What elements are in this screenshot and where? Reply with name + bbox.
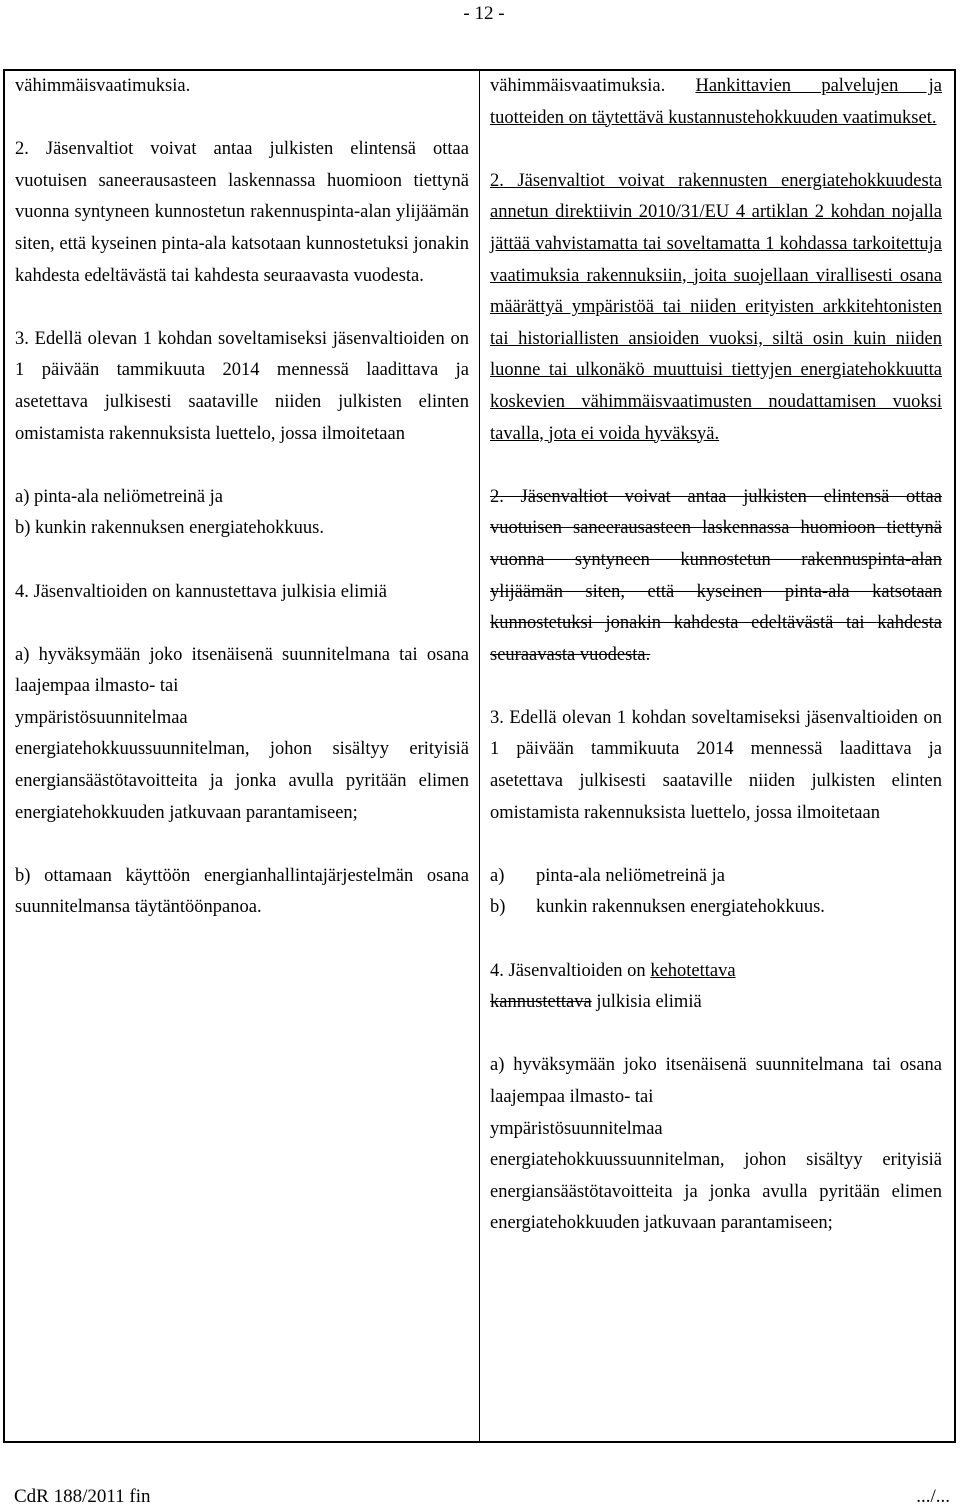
left-paragraph-3: 3. Edellä olevan 1 kohdan soveltamiseksi jäsenvaltioiden on 1 päivään tammikuuta 2014 mennessä laadittava ja asetettava julkisesti saataville niiden julkisten elinten omistamista rakennuksista luettelo, jossa ilmoitetaan	[15, 328, 469, 444]
right-paragraph-1-number: 2.	[490, 170, 504, 191]
left-paragraph-4a-line2: ympäristösuunnitelmaa	[15, 707, 188, 728]
left-paragraph-4a-line1: a) hyväksymään joko itsenäisenä suunnitelmana tai osana laajempaa ilmasto- tai	[15, 644, 469, 697]
right-paragraph-4-added: kehotettava	[650, 960, 736, 981]
right-list	[490, 861, 942, 924]
list-marker: a)	[490, 865, 505, 886]
list-text: pinta-ala neliömetreinä ja	[536, 865, 726, 886]
right-paragraph-4-end: julkisia elimiä	[591, 992, 702, 1013]
list-item	[490, 892, 942, 924]
right-paragraph-4a	[490, 1050, 942, 1240]
right-paragraph-0-added: Hankittavien palvelujen ja tuotteiden on täytettävä kustannustehokkuuden vaatimukset.	[490, 76, 942, 128]
left-column	[15, 71, 469, 924]
comparison-table	[3, 69, 956, 1443]
right-paragraph-0-plain: vähimmäisvaatimuksia.	[490, 76, 696, 96]
continuation-mark: .../...	[916, 1486, 950, 1507]
right-paragraph-1-text: Jäsenvaltiot voivat rakennusten energiatehokkuudesta annetun direktiivin 2010/31/EU 4 artiklan 2 kohdan nojalla jättää vahvistamatta tai soveltamatta 1 kohdassa tarkoitettuja vaatimuksia rakennuksiin, joita suojellaan virallisesti osana määrättyä ympäristöä tai niiden erityisten arkkitehtonisten tai historiallisten ansioiden vuoksi, siltä osin kuin niiden luonne tai ulkonäkö muuttuisi tiettyjen energiatehokkuutta koskevien vähimmäisvaatimusten noudattamisen vuoksi tavalla, jota ei voida hyväksyä.	[490, 170, 942, 444]
right-paragraph-2-deleted: 2. Jäsenvaltiot voivat antaa julkisten elintensä ottaa vuotuisen saneerausasteen laskennassa huomioon tiettynä vuonna syntyneen kunnostetun rakennuspinta-alan ylijäämän siten, että kyseinen pinta-ala katsotaan kunnostetuksi jonakin kahdesta edeltävästä tai kahdesta seuraavasta vuodesta.	[490, 486, 942, 665]
list-item	[490, 861, 942, 893]
left-paragraph-4a	[15, 640, 469, 830]
right-paragraph-4-start: 4. Jäsenvaltioiden on	[490, 960, 651, 981]
right-paragraph-4a-line2: ympäristösuunnitelmaa	[490, 1118, 663, 1139]
left-paragraph-2: 2. Jäsenvaltiot voivat antaa julkisten elintensä ottaa vuotuisen saneerausasteen laskennassa huomioon tiettynä vuonna syntyneen kunnostetun rakennuspinta-alan ylijäämän siten, että kyseinen pinta-ala katsotaan kunnostetuksi jonakin kahdesta edeltävästä tai kahdesta seuraavasta vuodesta.	[15, 139, 469, 286]
left-paragraph-4b: b) ottamaan käyttöön energianhallintajärjestelmän osana suunnitelmansa täytäntöönpanoa.	[15, 865, 469, 918]
left-paragraph-4: 4. Jäsenvaltioiden on kannustettava julkisia elimiä	[15, 581, 387, 602]
right-paragraph-1-added	[490, 166, 942, 450]
right-paragraph-4	[490, 956, 942, 1019]
left-list-item-b: b) kunkin rakennuksen energiatehokkuus.	[15, 518, 324, 539]
column-divider	[479, 71, 480, 1441]
right-paragraph-4-deleted: kannustettava	[490, 992, 592, 1013]
left-paragraph-0: vähimmäisvaatimuksia.	[15, 76, 191, 96]
right-paragraph-4a-rest: energiatehokkuussuunnitelman, johon sisältyy erityisiä energiansäästötavoitteita ja jonka avulla pyritään elimen energiatehokkuuden jatkuvaan parantamiseen;	[490, 1150, 942, 1234]
list-marker: b)	[490, 897, 506, 918]
page-number: - 12 -	[463, 3, 505, 24]
right-paragraph-0	[490, 71, 942, 134]
left-list-item-a: a) pinta-ala neliömetreinä ja	[15, 486, 224, 507]
right-paragraph-3: 3. Edellä olevan 1 kohdan soveltamiseksi jäsenvaltioiden on 1 päivään tammikuuta 2014 mennessä laadittava ja asetettava julkisesti saataville niiden julkisten elinten omistamista rakennuksista luettelo, jossa ilmoitetaan	[490, 707, 942, 823]
right-column	[490, 71, 942, 1240]
right-paragraph-4a-line1: a) hyväksymään joko itsenäisenä suunnitelmana tai osana laajempaa ilmasto- tai	[490, 1055, 942, 1107]
document-reference: CdR 188/2011 fin	[14, 1486, 151, 1507]
left-paragraph-4a-rest: energiatehokkuussuunnitelman, johon sisältyy erityisiä energiansäästötavoitteita ja jonka avulla pyritään elimen energiatehokkuuden jatkuvaan parantamiseen;	[15, 739, 469, 823]
list-text: kunkin rakennuksen energiatehokkuus.	[536, 897, 825, 918]
